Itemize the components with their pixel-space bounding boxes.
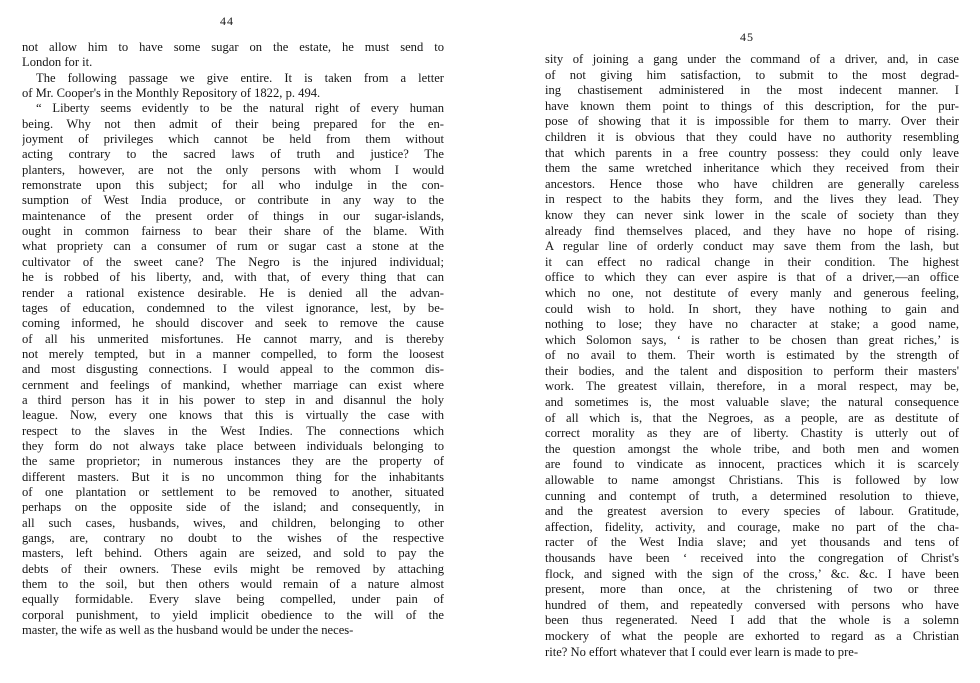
text-line: planters, however, are not the only persons with whom I would <box>22 162 444 177</box>
text-line: of all his unmerited misfortunes. He cannot marry, and is thereby <box>22 331 444 346</box>
text-line: present, more than once, at the christening of two or three <box>545 582 959 597</box>
text-line: mockery of what the people are exhorted to regard as a Christian <box>545 628 959 643</box>
text-line: work. The greatest villain, therefore, in a moral respect, may be, <box>545 379 959 394</box>
text-line: thousands have been ‘ received into the congregation of Christ's <box>545 551 959 565</box>
text-line: hundred of them, and repeatedly conversed with persons who have <box>545 597 959 612</box>
text-line: children it is obvious that they could have no authority resembling <box>545 129 959 144</box>
text-line: pose of showing that it is impossible for them to marry. Over their <box>545 114 959 129</box>
text-line: “ Liberty seems evidently to be the natural right of every human <box>36 101 444 116</box>
text-line: perhaps on the opposite side of the island; and consequently, in <box>22 500 444 515</box>
text-line: of not giving him satisfaction, to submit to the most degrad- <box>545 67 959 82</box>
text-line: he is robbed of his liberty, and, with that, of every thing that can <box>22 270 444 285</box>
text-line: joyment of privileges which cannot be held from them without <box>22 132 444 147</box>
text-line: render a rational existence desirable. He is denied all the advan- <box>22 285 444 300</box>
text-line: ing chastisement administered in the most indecent manner. I <box>545 83 959 98</box>
text-line: respect to the slaves in the West Indies. The connections which <box>22 423 444 438</box>
text-line: are found to vindicate as innocent, practices which it is scarcely <box>545 457 959 472</box>
text-line: been thus regenerated. Need I add that the whole is a solemn <box>545 613 959 628</box>
text-line: what propriety can a consumer of rum or sugar cast a stone at the <box>22 239 444 254</box>
text-line: cultivator of the sweet cane? The Negro is the injured individual; <box>22 254 444 269</box>
text-line: a third person has it in his power to step in and disannul the holy <box>22 392 444 407</box>
text-line: nothing to lose; they have no character at stake; a good name, <box>545 317 959 332</box>
text-line: London for it. <box>22 55 93 70</box>
text-line: of no avail to them. Their worth is estimated by the strength of <box>545 348 959 363</box>
text-line: which Solomon says, ‘ is rather to be chosen than great riches,’ is <box>545 332 959 347</box>
text-line: know they can never sink lower in the scale of society than they <box>545 207 959 222</box>
text-line: allowable to name amongst Christians. This is followed by low <box>545 473 959 488</box>
text-line: equally formidable. Every slave being compelled, under pain of <box>22 592 444 607</box>
text-line: maintenance of the present order of things in our sugar-islands, <box>22 208 444 223</box>
text-line: debts of their owners. These evils might be removed by attaching <box>22 561 444 576</box>
left-page-text <box>22 40 444 638</box>
text-line: not allow him to have some sugar on the estate, he must send to <box>22 40 444 54</box>
text-line: The following passage we give entire. It is taken from a letter <box>36 70 444 85</box>
text-line: it can effect no radical change in their condition. The highest <box>545 254 959 269</box>
text-line: of Mr. Cooper's in the Monthly Repository of 1822, p. 494. <box>22 86 321 101</box>
text-line: cunning and contempt of truth, a determined resolution to thieve, <box>545 488 959 503</box>
text-line: tages of education, condemned to the vilest ignorance, lest, by be- <box>22 300 444 315</box>
text-line: the question amongst the whole tribe, and both men and women <box>545 441 959 456</box>
text-line: masters, left behind. Others again are seized, and sold to pay the <box>22 546 444 561</box>
text-line: them the same wretched inheritance which they received from their <box>545 161 959 176</box>
text-line: office to which they can ever aspire is that of a driver,—an office <box>545 270 959 285</box>
text-line: and the greatest aversion to every species of labour. Gratitude, <box>545 504 959 519</box>
right-page-text <box>545 52 959 660</box>
text-line: them to the soil, but then others would remain of a nature almost <box>22 577 444 592</box>
text-line: different masters. But it is no uncommon thing for the inhabitants <box>22 469 444 484</box>
text-line: have known them point to things of this description, for the pur- <box>545 98 959 113</box>
text-line: ought in common fairness to bear their share of the blame. With <box>22 224 444 239</box>
text-line: affection, fidelity, activity, and courage, make no part of the cha- <box>545 519 959 534</box>
left-page-number: 44 <box>220 14 234 28</box>
text-line: master, the wife as well as the husband would be under the neces- <box>22 623 354 638</box>
text-line: of one plantation or settlement to be removed to another, situated <box>22 484 444 499</box>
text-line: sumption of West India produce, or contribute in any way to the <box>22 193 444 208</box>
text-line: A regular line of orderly conduct may save them from the lash, but <box>545 239 959 254</box>
text-line: all such cases, husbands, wives, and children, belonging to other <box>22 515 444 530</box>
text-line: corporal punishment, to yield implicit obedience to the will of the <box>22 607 444 622</box>
text-line: and most disgusting connections. I would appeal to the common dis- <box>22 362 444 377</box>
text-line: being. Why not then admit of their being prepared for the en- <box>22 116 444 131</box>
text-line: not merely tempted, but in a manner compelled, to form the loosest <box>22 346 444 361</box>
text-line: already find themselves placed, and they have no hope of rising. <box>545 223 959 238</box>
text-line: flock, and signed with the sign of the cross,’ &c. &c. I have been <box>545 566 959 581</box>
text-line: and sometimes is, the most valuable slave; the natural consequence <box>545 395 959 410</box>
text-line: they form do not always take place between individuals belonging to <box>22 438 444 453</box>
text-line: league. Now, every one knows that this is virtually the case with <box>22 408 444 423</box>
text-line: rite? No effort whatever that I could ever learn is made to pre- <box>545 644 859 659</box>
text-line: in respect to the habits they form, and the lives they lead. They <box>545 192 959 207</box>
text-line: sity of joining a gang under the command of a driver, and, in case <box>545 52 959 66</box>
text-line: could wish to hold. In short, they have nothing to gain and <box>545 301 959 316</box>
text-line: that which parents in a free country possess: they could only leave <box>545 145 959 160</box>
text-line: of all which is, that the Negroes, as a people, are as destitute of <box>545 410 959 425</box>
text-line: racter of the West India slave; and yet thousands and tens of <box>545 535 959 550</box>
text-line: acting contrary to the sacred laws of truth and justice? The <box>22 147 444 162</box>
text-line: their bodies, and the talent and disposition to perform their masters' <box>545 363 959 378</box>
text-line: the same proprietor; in numerous instances they are the property of <box>22 454 444 469</box>
text-line: coming informed, he should discover and seek to remove the cause <box>22 316 444 331</box>
text-line: which no one, not destitute of every manly and generous feeling, <box>545 285 959 300</box>
text-line: ancestors. Hence those who have children are generally careless <box>545 176 959 191</box>
text-line: gangs, are, contrary no doubt to the wishes of the respective <box>22 531 444 545</box>
text-line: cernment and feelings of mankind, whether marriage can exist where <box>22 377 444 392</box>
right-page-number: 45 <box>740 30 754 44</box>
text-line: remonstrate upon this subject; for all who indulge in the con- <box>22 178 444 193</box>
text-line: correct morality as they are of liberty. Chastity is utterly out of <box>545 426 959 441</box>
